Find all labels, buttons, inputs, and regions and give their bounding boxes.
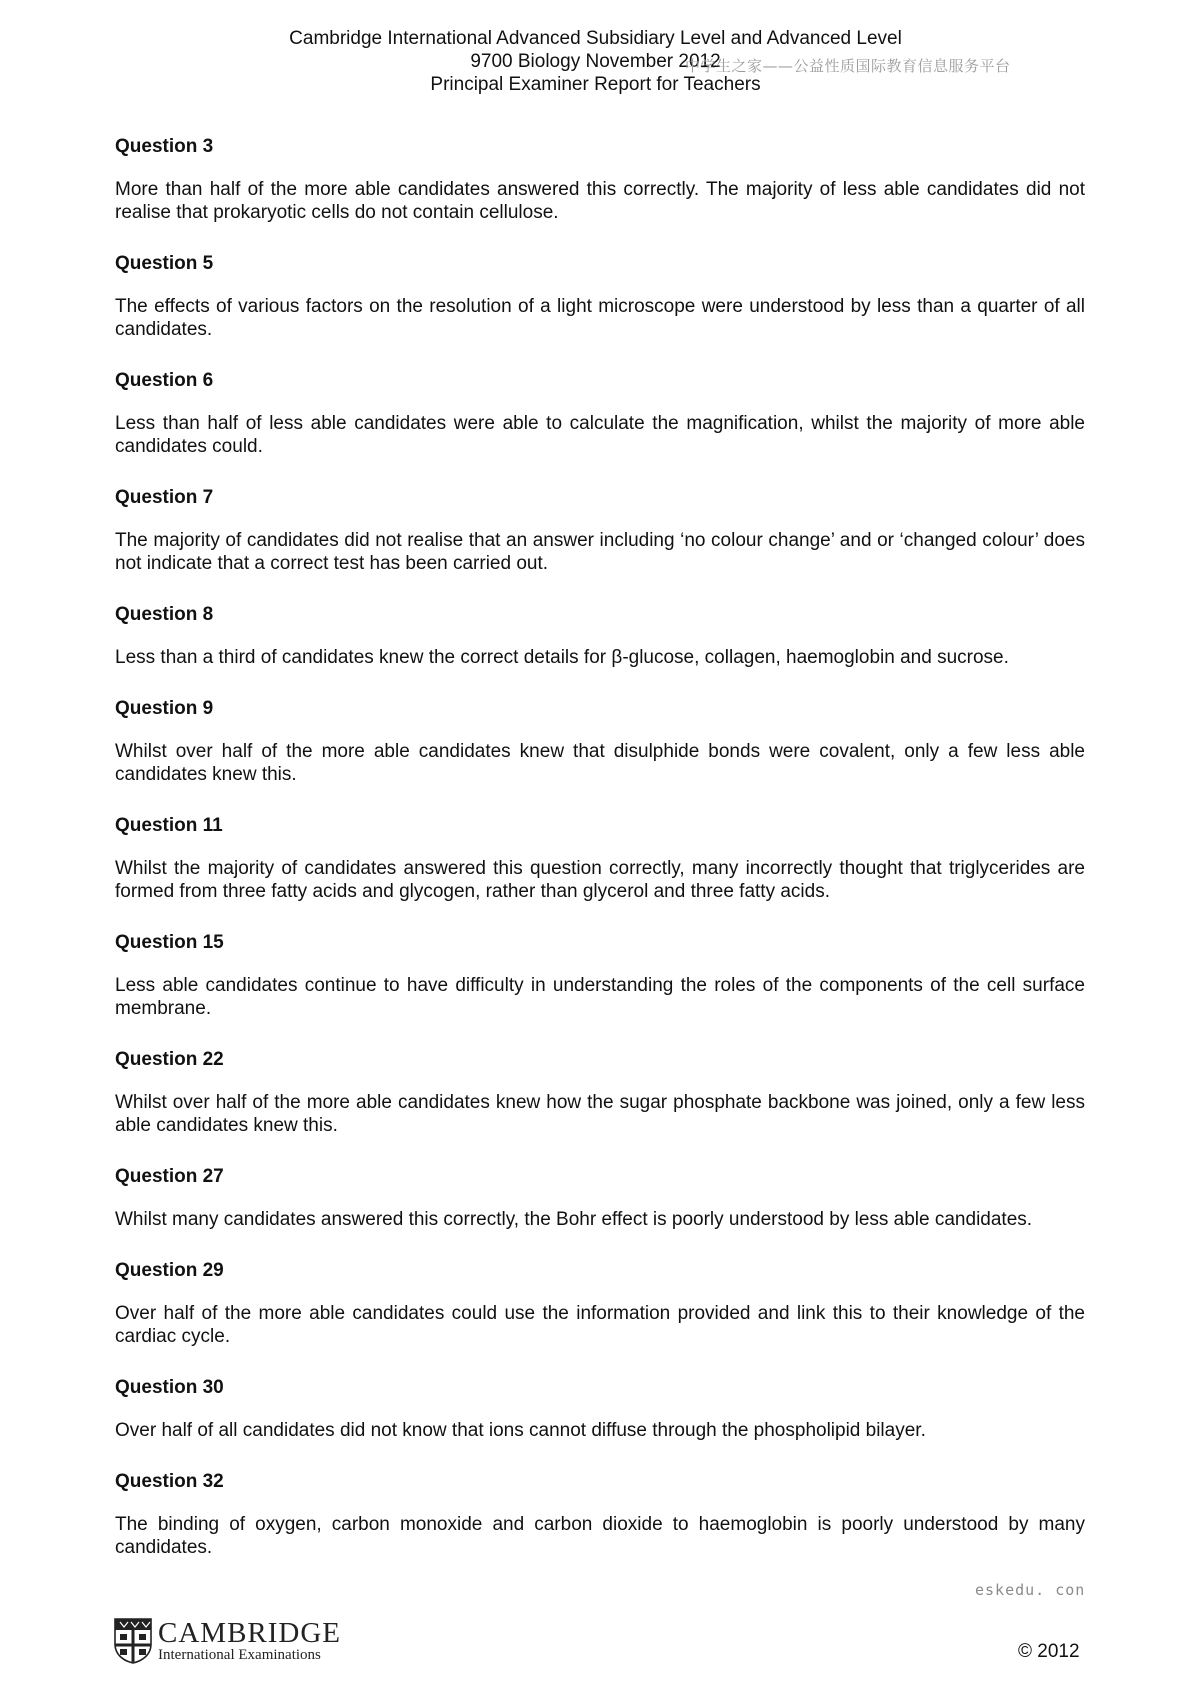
question-comment: Whilst over half of the more able candidates knew that disulphide bonds were covalent, only a few less able candidates knew this. — [115, 741, 1085, 785]
question-heading: Question 32 — [115, 1471, 224, 1492]
question-comment: The effects of various factors on the resolution of a light microscope were understood by less than a quarter of all candidates. — [115, 296, 1085, 340]
question-heading: Question 29 — [115, 1260, 224, 1281]
logo-name: CAMBRIDGE — [158, 1617, 342, 1649]
question-heading: Question 15 — [115, 932, 224, 953]
question-comment: Whilst many candidates answered this correctly, the Bohr effect is poorly understood by less able candidates. — [115, 1209, 1033, 1230]
question-comment: Over half of the more able candidates could use the information provided and link this to their knowledge of the cardiac cycle. — [115, 1303, 1085, 1347]
question-comment: Less able candidates continue to have difficulty in understanding the roles of the components of the cell surface membrane. — [115, 975, 1085, 1019]
question-section — [115, 931, 1085, 1020]
question-section — [115, 135, 1085, 224]
header-subtitle: 9700 Biology November 2012 — [470, 51, 721, 72]
watermark-text: 中学生之家——公益性质国际教育信息服务平台 — [685, 57, 1011, 75]
question-heading: Question 9 — [115, 698, 214, 719]
question-heading: Question 11 — [115, 815, 223, 836]
question-comment: The binding of oxygen, carbon monoxide and carbon dioxide to haemoglobin is poorly understood by many candidates. — [115, 1514, 1085, 1558]
question-comment: Less than half of less able candidates were able to calculate the magnification, whilst the majority of more able candidates could. — [115, 413, 1085, 457]
question-heading: Question 8 — [115, 604, 214, 625]
question-section — [115, 1376, 1085, 1442]
question-section — [115, 603, 1085, 669]
logo-text — [158, 1619, 341, 1663]
question-comment: Over half of all candidates did not know that ions cannot diffuse through the phospholipid bilayer. — [115, 1420, 926, 1441]
question-heading: Question 7 — [115, 487, 214, 508]
question-heading: Question 5 — [115, 253, 214, 274]
question-comment: Less than a third of candidates knew the correct details for β-glucose, collagen, haemoglobin and sucrose. — [115, 647, 1009, 668]
question-heading: Question 6 — [115, 370, 214, 391]
question-section — [115, 369, 1085, 458]
question-heading: Question 27 — [115, 1166, 224, 1187]
question-section — [115, 1048, 1085, 1137]
header-report-type: Principal Examiner Report for Teachers — [430, 74, 761, 95]
question-heading: Question 30 — [115, 1377, 224, 1398]
cambridge-logo — [114, 1618, 341, 1664]
site-watermark: eskedu. con — [975, 1581, 1086, 1599]
question-section — [115, 697, 1085, 786]
question-comment: More than half of the more able candidates answered this correctly. The majority of less able candidates did not realise that prokaryotic cells do not contain cellulose. — [115, 179, 1085, 223]
cambridge-shield-icon — [114, 1618, 152, 1664]
report-body — [115, 135, 1085, 1587]
question-section — [115, 1470, 1085, 1559]
logo-subtitle: International Examinations — [158, 1647, 321, 1663]
header-title: Cambridge International Advanced Subsidiary Level and Advanced Level — [289, 28, 902, 49]
question-comment: Whilst the majority of candidates answered this question correctly, many incorrectly thought that triglycerides are formed from three fatty acids and glycogen, rather than glycerol and three fatty acids. — [115, 858, 1085, 902]
question-section — [115, 1165, 1085, 1231]
question-comment: Whilst over half of the more able candidates knew how the sugar phosphate backbone was joined, only a few less able candidates knew this. — [115, 1092, 1085, 1136]
question-section — [115, 252, 1085, 341]
question-heading: Question 22 — [115, 1049, 224, 1070]
copyright: © 2012 — [1018, 1641, 1080, 1662]
page-header — [0, 27, 1191, 96]
question-heading: Question 3 — [115, 136, 214, 157]
question-section — [115, 814, 1085, 903]
question-section — [115, 486, 1085, 575]
question-section — [115, 1259, 1085, 1348]
question-comment: The majority of candidates did not realise that an answer including ‘no colour change’ and or ‘changed colour’ does not indicate that a correct test has been carried out. — [115, 530, 1085, 574]
